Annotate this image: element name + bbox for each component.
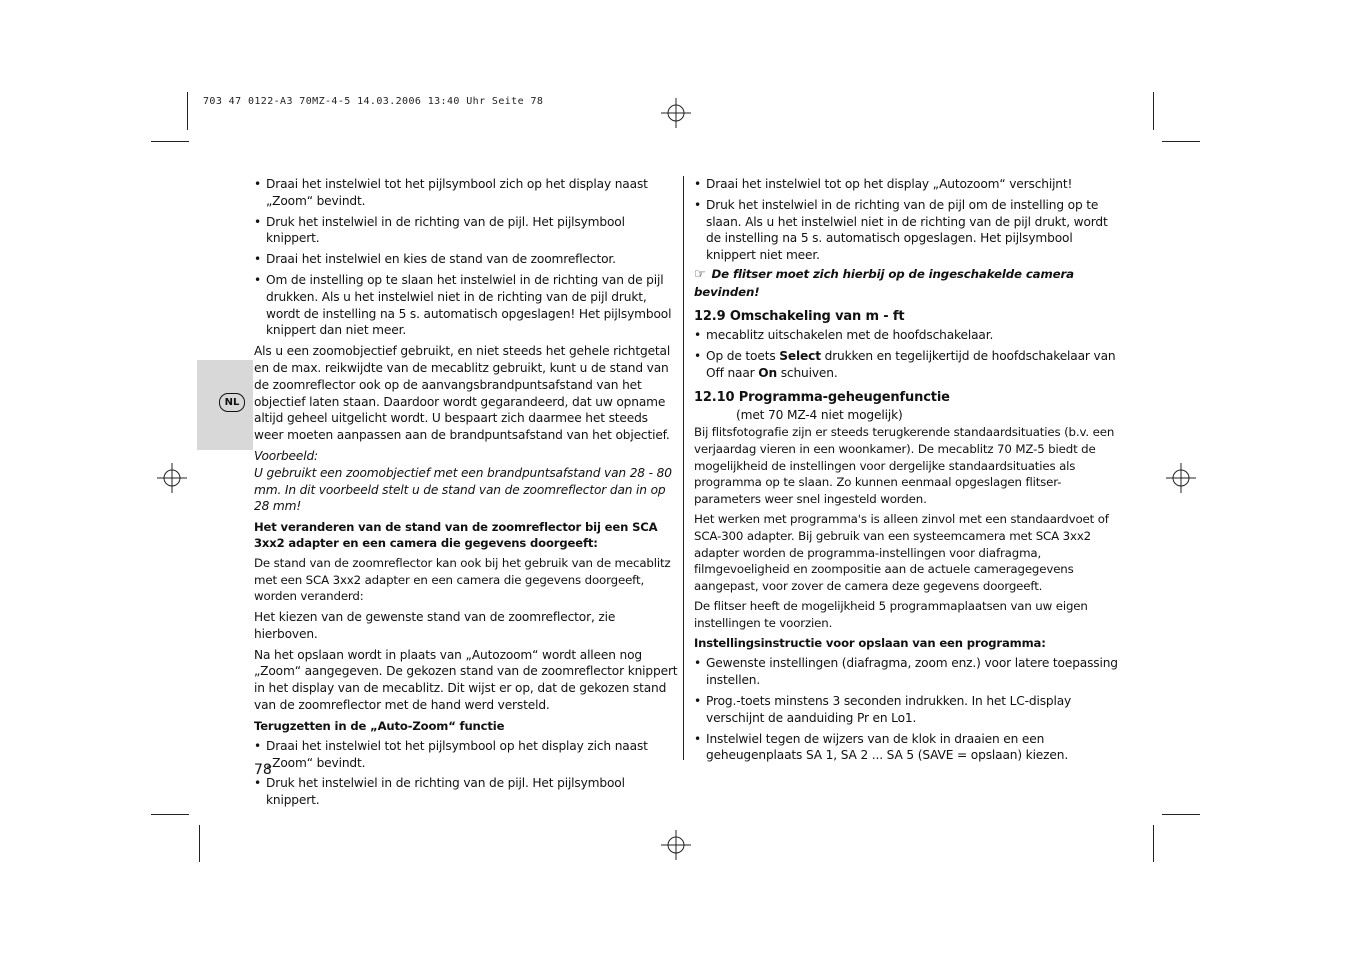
instruction-list	[254, 176, 680, 339]
registration-mark-icon	[157, 463, 187, 493]
section-subtitle: (met 70 MZ-4 niet mogelijk)	[736, 407, 903, 422]
list-item: • mecablitz uitschakelen met de hoofdschakelaar.	[694, 327, 1118, 344]
paragraph: De flitser heeft de mogelijkheid 5 programmaplaatsen van uw eigen instellingen te voorzien.	[694, 599, 1088, 630]
list-item: • Gewenste instellingen (diafragma, zoom enz.) voor latere toepassing instellen.	[694, 655, 1118, 689]
section-heading: 12.10 Programma-geheugenfunctie	[694, 389, 950, 405]
list-item: • Op de toets Select drukken en tegelijkertijd de hoofdschakelaar van Off naar On schuiven.	[694, 348, 1118, 382]
note	[694, 266, 1118, 301]
language-badge: NL	[219, 393, 245, 412]
example-text: U gebruikt een zoomobjectief met een brandpuntsafstand van 28 - 80 mm. In dit voorbeeld stelt u de stand van de zoomreflector dan in op 28 mm!	[254, 465, 672, 514]
subheading: Het veranderen van de stand van de zoomreflector bij een SCA 3xx2 adapter en een camera die gegevens doorgeeft:	[254, 520, 658, 551]
pointing-hand-icon: ☞	[694, 266, 706, 282]
subheading: Terugzetten in de „Auto-Zoom“ functie	[254, 718, 505, 733]
registration-mark-icon	[661, 98, 691, 128]
list-item: • Draai het instelwiel tot het pijlsymbool zich op het display naast „Zoom“ bevindt.	[254, 176, 680, 210]
instruction-list	[694, 176, 1118, 264]
right-column	[694, 176, 1118, 768]
instruction-list	[694, 655, 1118, 764]
crop-mark	[1162, 141, 1200, 142]
crop-mark	[1162, 814, 1200, 815]
section-heading: 12.9 Omschakeling van m - ft	[694, 308, 905, 324]
crop-mark	[199, 825, 200, 862]
crop-mark	[151, 814, 189, 815]
paragraph: Als u een zoomobjectief gebruikt, en niet steeds het gehele richtgetal en de max. reikwijdte van de mecablitz gebruikt, kunt u de stand van de zoomreflector ook op de aanvangsbrandpuntsafstand van het objectief laten staan. Daardoor wordt gegarandeerd, dat uw opname altijd geheel uitgelicht wordt. U bespaart zich daarmee het steeds weer moeten aanpassen aan de brandpuntsafstand van het objectief.	[254, 344, 671, 443]
list-item: • Draai het instelwiel tot op het display „Autozoom“ verschijnt!	[694, 176, 1118, 193]
column-divider	[683, 176, 684, 760]
list-item: • Om de instelling op te slaan het instelwiel in de richting van de pijl drukken. Als u het instelwiel niet in de richting van de pijl drukt, wordt de instelling na 5 s. automatisch opgeslagen! Het pijlsymbool knippert dan niet meer.	[254, 272, 680, 339]
registration-mark-icon	[661, 830, 691, 860]
page-number: 78	[254, 762, 272, 778]
list-item: • Draai het instelwiel tot het pijlsymbool op het display zich naast „Zoom“ bevindt.	[254, 738, 680, 772]
paragraph: Na het opslaan wordt in plaats van „Autozoom“ wordt alleen nog „Zoom“ aangegeven. De gekozen stand van de zoomreflector knippert in het display van de mecablitz. Dit wijst er op, dat de gekozen stand van de zoomreflector met de hand werd versteld.	[254, 647, 678, 712]
crop-mark	[1153, 825, 1154, 862]
print-header: 703 47 0122-A3 70MZ-4-5 14.03.2006 13:40 Uhr Seite 78	[203, 96, 544, 107]
list-item: • Druk het instelwiel in de richting van de pijl. Het pijlsymbool knippert.	[254, 214, 680, 248]
registration-mark-icon	[1166, 463, 1196, 493]
left-column	[254, 176, 680, 813]
list-item: • Prog.-toets minstens 3 seconden indrukken. In het LC-display verschijnt de aanduiding Pr en Lo1.	[694, 693, 1118, 727]
note-text: De flitser moet zich hierbij op de ingeschakelde camera bevinden!	[694, 266, 1074, 299]
paragraph: Het kiezen van de gewenste stand van de zoomreflector, zie hierboven.	[254, 609, 616, 641]
example-label: Voorbeeld:	[254, 448, 319, 463]
language-tab	[197, 360, 253, 450]
instruction-list	[694, 327, 1118, 381]
instruction-list	[254, 738, 680, 809]
crop-mark	[187, 92, 188, 130]
list-item: • Draai het instelwiel en kies de stand van de zoomreflector.	[254, 251, 680, 268]
paragraph: De stand van de zoomreflector kan ook bij het gebruik van de mecablitz met een SCA 3xx2 adapter en een camera die gegevens doorgeeft, worden veranderd:	[254, 556, 671, 604]
list-item: • Instelwiel tegen de wijzers van de klok in draaien en een geheugenplaats SA 1, SA 2 ... SA 5 (SAVE = opslaan) kiezen.	[694, 731, 1118, 765]
list-item: • Druk het instelwiel in de richting van de pijl om de instelling op te slaan. Als u het instelwiel niet in de richting van de pijl drukt, wordt de instelling na 5 s. automatisch opgeslagen. Het pijlsymbool knippert niet meer.	[694, 197, 1118, 264]
list-item: • Druk het instelwiel in de richting van de pijl. Het pijlsymbool knippert.	[254, 775, 680, 809]
paragraph: Bij flitsfotografie zijn er steeds terugkerende standaardsituaties (b.v. een verjaardag vieren in een woonkamer). De mecablitz 70 MZ-5 biedt de mogelijkheid de instellingen voor dergelijke standaardsituaties als programma op te slaan. Zo kunnen eenmaal opgeslagen flitser-parameters weer snel ingesteld worden.	[694, 425, 1115, 506]
paragraph: Het werken met programma's is alleen zinvol met een standaardvoet of SCA-300 adapter. Bij gebruik van een systeemcamera met SCA 3xx2 adapter worden de programma-instellingen voor diafragma, filmgevoeligheid en zoompositie aan de actuele cameragegevens aangepast, voor zover de camera deze gegevens doorgeeft.	[694, 512, 1109, 593]
crop-mark	[1153, 92, 1154, 130]
crop-mark	[151, 141, 189, 142]
subheading: Instellingsinstructie voor opslaan van een programma:	[694, 636, 1046, 651]
